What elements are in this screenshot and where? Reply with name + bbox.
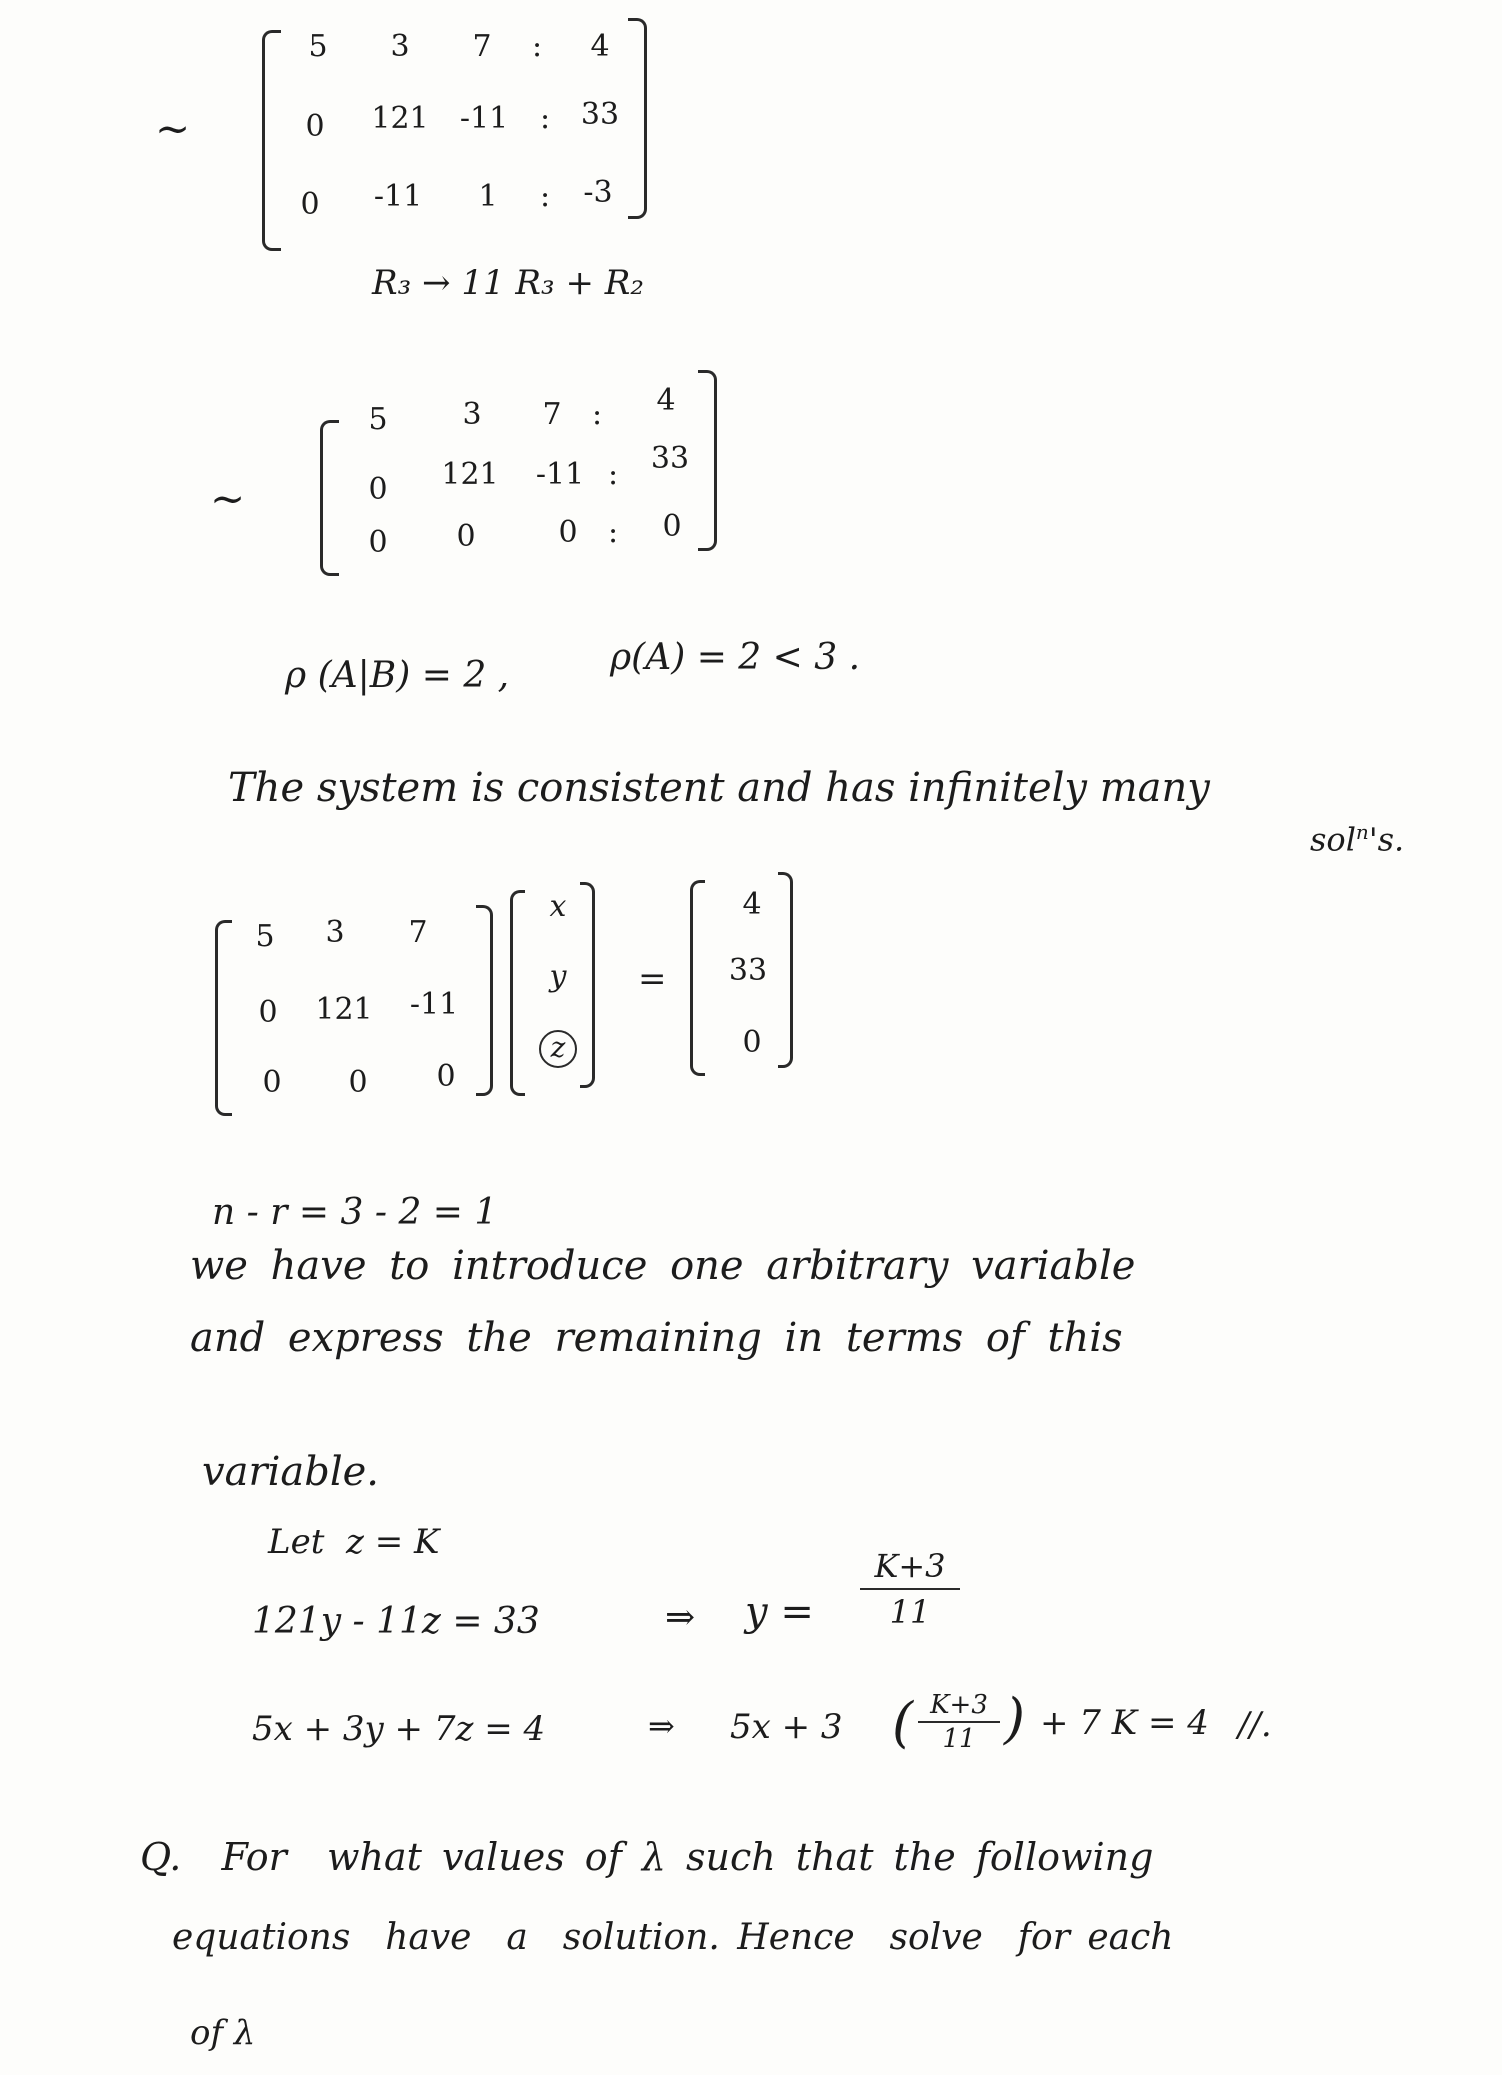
question-line-2: equations have a solution. Hence solve for each — [172, 1917, 1174, 1958]
matrix2-cell: 33 — [650, 441, 690, 476]
matrixA-cell: 7 — [408, 915, 428, 950]
matrix1-cell: 0 — [300, 187, 320, 222]
matrix1-cell: 5 — [308, 29, 328, 64]
question-line-3: of λ — [190, 2013, 256, 2053]
explanation-line-1: we have to introduce one arbitrary variable — [190, 1243, 1136, 1289]
vectorB-cell: 33 — [728, 953, 768, 988]
equation-1-lhs: 121y - 11z = 33 — [252, 1601, 540, 1642]
matrix2-cell: 0 — [368, 472, 388, 507]
equation-2-lhs: 5x + 3y + 7z = 4 — [252, 1709, 546, 1749]
matrix1-cell: 3 — [390, 29, 410, 64]
equation-1-var: y = — [745, 1589, 814, 1635]
augment-separator: : — [540, 101, 551, 136]
implies-arrow: ⇒ — [665, 1597, 696, 1638]
matrix2-cell: 0 — [662, 509, 682, 544]
question-line-1: Q. For what values of λ such that the following — [140, 1835, 1154, 1879]
rank-coefficient: ρ(A) = 2 < 3 . — [610, 637, 861, 678]
matrixA-cell: 0 — [348, 1065, 368, 1100]
equation-2-rhs-b: + 7 K = 4 — [1040, 1703, 1209, 1743]
matrixA-cell: 0 — [258, 995, 278, 1030]
matrix1-cell: -3 — [583, 175, 613, 210]
augment-separator: : — [608, 457, 619, 492]
matrix1-cell: 1 — [478, 179, 498, 214]
matrix2-cell: 121 — [441, 457, 499, 492]
fraction-y: K+3 11 — [860, 1550, 960, 1628]
matrixA-cell: -11 — [409, 987, 459, 1022]
matrix1-cell: 33 — [580, 97, 620, 132]
augment-separator: : — [540, 179, 551, 214]
end-mark: //. — [1238, 1705, 1272, 1745]
matrix2-cell: 0 — [368, 525, 388, 560]
matrix2-cell: 4 — [656, 383, 676, 418]
open-paren: ( — [892, 1691, 914, 1754]
let-statement: Let z = K — [268, 1522, 440, 1562]
vectorX-cell: x — [549, 889, 567, 924]
explanation-line-3: variable. — [202, 1449, 379, 1495]
matrix1-cell: 0 — [305, 109, 325, 144]
matrixA-cell: 121 — [315, 992, 373, 1027]
fraction-substitution: K+3 11 — [918, 1692, 1000, 1752]
matrixA-cell: 0 — [436, 1059, 456, 1094]
matrix2-cell: 5 — [368, 402, 388, 437]
implies-arrow: ⇒ — [648, 1707, 675, 1745]
equivalence-symbol-1: ~ — [155, 104, 191, 153]
close-paren: ) — [1004, 1687, 1026, 1750]
augment-separator: : — [532, 29, 543, 64]
vectorX-cell: y — [549, 959, 567, 994]
matrix2-cell: 7 — [542, 397, 562, 432]
matrix1-cell: -11 — [459, 101, 509, 136]
augment-separator: : — [592, 397, 603, 432]
matrix1-cell: 121 — [371, 101, 429, 136]
equals-sign: = — [638, 959, 667, 999]
matrixA-cell: 0 — [262, 1065, 282, 1100]
solutions-word: sol$^n$'s. — [1310, 820, 1405, 859]
row-operation: R₃ → 11 R₃ + R₂ — [372, 263, 644, 303]
equation-2-rhs-a: 5x + 3 — [730, 1707, 843, 1747]
vectorB-cell: 4 — [742, 887, 762, 922]
matrixA-cell: 5 — [255, 919, 275, 954]
vectorX-cell: z — [550, 1031, 566, 1064]
explanation-line-2: and express the remaining in terms of this — [190, 1315, 1123, 1361]
nullity-line: n - r = 3 - 2 = 1 — [212, 1192, 498, 1233]
matrix2-cell: -11 — [535, 457, 585, 492]
matrix2-left-bracket — [320, 420, 339, 576]
matrix1-cell: 7 — [472, 29, 492, 64]
matrix1-cell: 4 — [590, 29, 610, 64]
matrixA-cell: 3 — [325, 915, 345, 950]
rank-augmented: ρ (A|B) = 2 , — [285, 655, 510, 696]
matrix2-cell: 0 — [558, 515, 578, 550]
matrix1-cell: -11 — [373, 179, 423, 214]
equivalence-symbol-2: ~ — [210, 474, 246, 523]
matrix2-cell: 0 — [456, 519, 476, 554]
vectorB-left-bracket — [690, 880, 705, 1076]
matrix2-cell: 3 — [462, 397, 482, 432]
augment-separator: : — [608, 515, 619, 550]
vectorB-cell: 0 — [742, 1025, 762, 1060]
consistency-statement: The system is consistent and has infinitely many — [228, 765, 1210, 811]
